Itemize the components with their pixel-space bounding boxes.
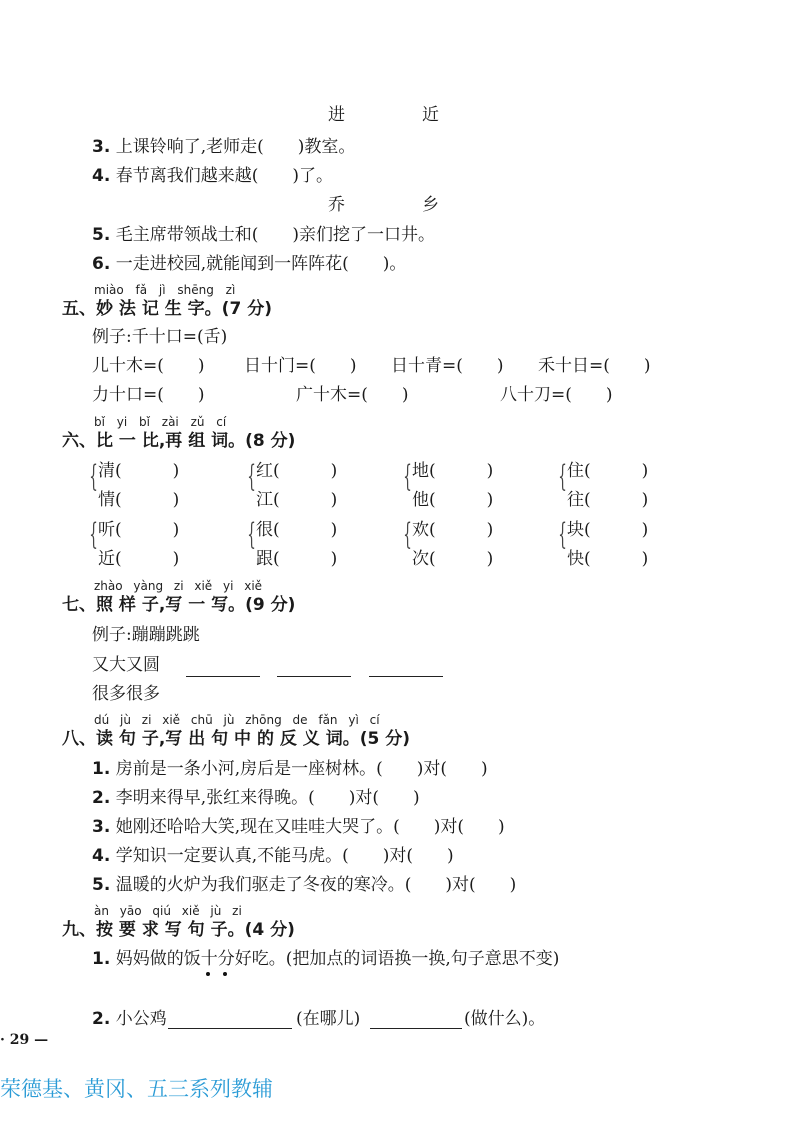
section-5-title: 五、妙 法 记 生 字。(7 分)	[62, 299, 272, 319]
item-4	[92, 165, 333, 187]
item-8-2	[92, 787, 420, 809]
formula-6: 广十木=( )	[296, 385, 409, 405]
compare-word: 块( )	[567, 520, 649, 540]
item-text: 李明来得早,张红来得晚。( )对( )	[115, 788, 420, 808]
compare-word: 他( )	[412, 490, 494, 510]
item-number: 3.	[92, 137, 111, 157]
pair-word-1: 进	[328, 105, 345, 125]
emphasis-dot	[206, 972, 210, 976]
brace: {	[89, 459, 98, 494]
formula-3: 日十青=( )	[391, 356, 504, 376]
item-number: 3.	[92, 817, 111, 837]
brace: {	[403, 517, 412, 552]
item-text: 妈妈做的饭十分好吃。(把加点的词语换一换,句子意思不变)	[115, 949, 560, 969]
compare-word: 听( )	[98, 520, 180, 540]
formula-2: 日十门=( )	[244, 356, 357, 376]
item-9-1	[92, 948, 559, 970]
item-text: 温暖的火炉为我们驱走了冬夜的寒冷。( )对( )	[115, 875, 517, 895]
item-number: 2.	[92, 788, 111, 808]
item-8-1	[92, 758, 488, 780]
item-number: 1.	[92, 759, 111, 779]
item-text: 毛主席带领战士和( )亲们挖了一口井。	[115, 225, 435, 245]
item-text: 一走进校园,就能闻到一阵阵花( )。	[115, 254, 407, 274]
item-9-2	[92, 1008, 167, 1030]
pair-word-3: 乔	[328, 195, 345, 215]
item-text: 上课铃响了,老师走( )教室。	[115, 137, 356, 157]
item-text: 房前是一条小河,房后是一座树林。( )对( )	[115, 759, 488, 779]
answer-blank[interactable]	[168, 1028, 292, 1029]
compare-word: 往( )	[567, 490, 649, 510]
item-9-2-hint-where: (在哪儿)	[296, 1009, 361, 1029]
brace: {	[558, 517, 567, 552]
compare-word: 快( )	[567, 549, 649, 569]
formula-1: 儿十木=( )	[92, 356, 205, 376]
formula-7: 八十刀=( )	[500, 385, 613, 405]
item-8-4	[92, 845, 454, 867]
item-number: 6.	[92, 254, 111, 274]
item-9-2-hint-what: (做什么)。	[464, 1009, 546, 1029]
compare-word: 江( )	[256, 490, 338, 510]
compare-word: 近( )	[98, 549, 180, 569]
answer-blank[interactable]	[370, 1028, 462, 1029]
compare-word: 地( )	[412, 461, 494, 481]
section-9-pinyin: àn yāo qiú xiě jù zi	[94, 904, 242, 918]
compare-word: 跟( )	[256, 549, 338, 569]
item-text: 学知识一定要认真,不能马虎。( )对( )	[115, 846, 454, 866]
item-number: 1.	[92, 949, 111, 969]
item-5	[92, 224, 435, 246]
compare-word: 次( )	[412, 549, 494, 569]
pair-word-2: 近	[422, 105, 439, 125]
section-5-pinyin: miào fǎ jì shēng zì	[94, 283, 236, 297]
compare-word: 很( )	[256, 520, 338, 540]
item-number: 5.	[92, 225, 111, 245]
item-number: 4.	[92, 846, 111, 866]
section-8-title: 八、读 句 子,写 出 句 中 的 反 义 词。(5 分)	[62, 729, 411, 749]
section-7-line-1: 又大又圆	[92, 655, 160, 675]
compare-word: 清( )	[98, 461, 180, 481]
brace: {	[247, 517, 256, 552]
publisher-footer: 荣德基、黄冈、五三系列教辅	[0, 1077, 273, 1101]
brace: {	[247, 459, 256, 494]
section-6-title: 六、比 一 比,再 组 词。(8 分)	[62, 431, 296, 451]
emphasis-dot	[223, 972, 227, 976]
answer-blank[interactable]	[186, 676, 260, 677]
answer-blank[interactable]	[369, 676, 443, 677]
answer-blank[interactable]	[277, 676, 351, 677]
section-7-pinyin: zhào yàng zi xiě yi xiě	[94, 579, 263, 593]
brace: {	[558, 459, 567, 494]
section-7-example: 例子:蹦蹦跳跳	[92, 625, 200, 645]
section-7-line-2: 很多很多	[92, 684, 160, 704]
compare-word: 欢( )	[412, 520, 494, 540]
item-text: 春节离我们越来越( )了。	[115, 166, 333, 186]
item-number: 5.	[92, 875, 111, 895]
item-6	[92, 253, 406, 275]
compare-word: 住( )	[567, 461, 649, 481]
compare-word: 情( )	[98, 490, 180, 510]
formula-5: 力十口=( )	[92, 385, 205, 405]
section-6-pinyin: bǐ yi bǐ zài zǔ cí	[94, 415, 227, 429]
formula-4: 禾十日=( )	[538, 356, 651, 376]
item-number: 2.	[92, 1009, 111, 1029]
item-text: 小公鸡	[115, 1009, 167, 1029]
section-9-title: 九、按 要 求 写 句 子。(4 分)	[62, 920, 295, 940]
item-3	[92, 136, 355, 158]
section-8-pinyin: dú jù zi xiě chū jù zhōng de fǎn yì cí	[94, 713, 380, 727]
section-7-title: 七、照 样 子,写 一 写。(9 分)	[62, 595, 296, 615]
pair-word-4: 乡	[422, 195, 439, 215]
item-number: 4.	[92, 166, 111, 186]
brace: {	[89, 517, 98, 552]
page-number: · 29 —	[0, 1032, 49, 1048]
item-text: 她刚还哈哈大笑,现在又哇哇大哭了。( )对( )	[115, 817, 505, 837]
compare-word: 红( )	[256, 461, 338, 481]
section-5-example: 例子:千十口=(舌)	[92, 327, 228, 347]
item-8-5	[92, 874, 516, 896]
brace: {	[403, 459, 412, 494]
item-8-3	[92, 816, 505, 838]
